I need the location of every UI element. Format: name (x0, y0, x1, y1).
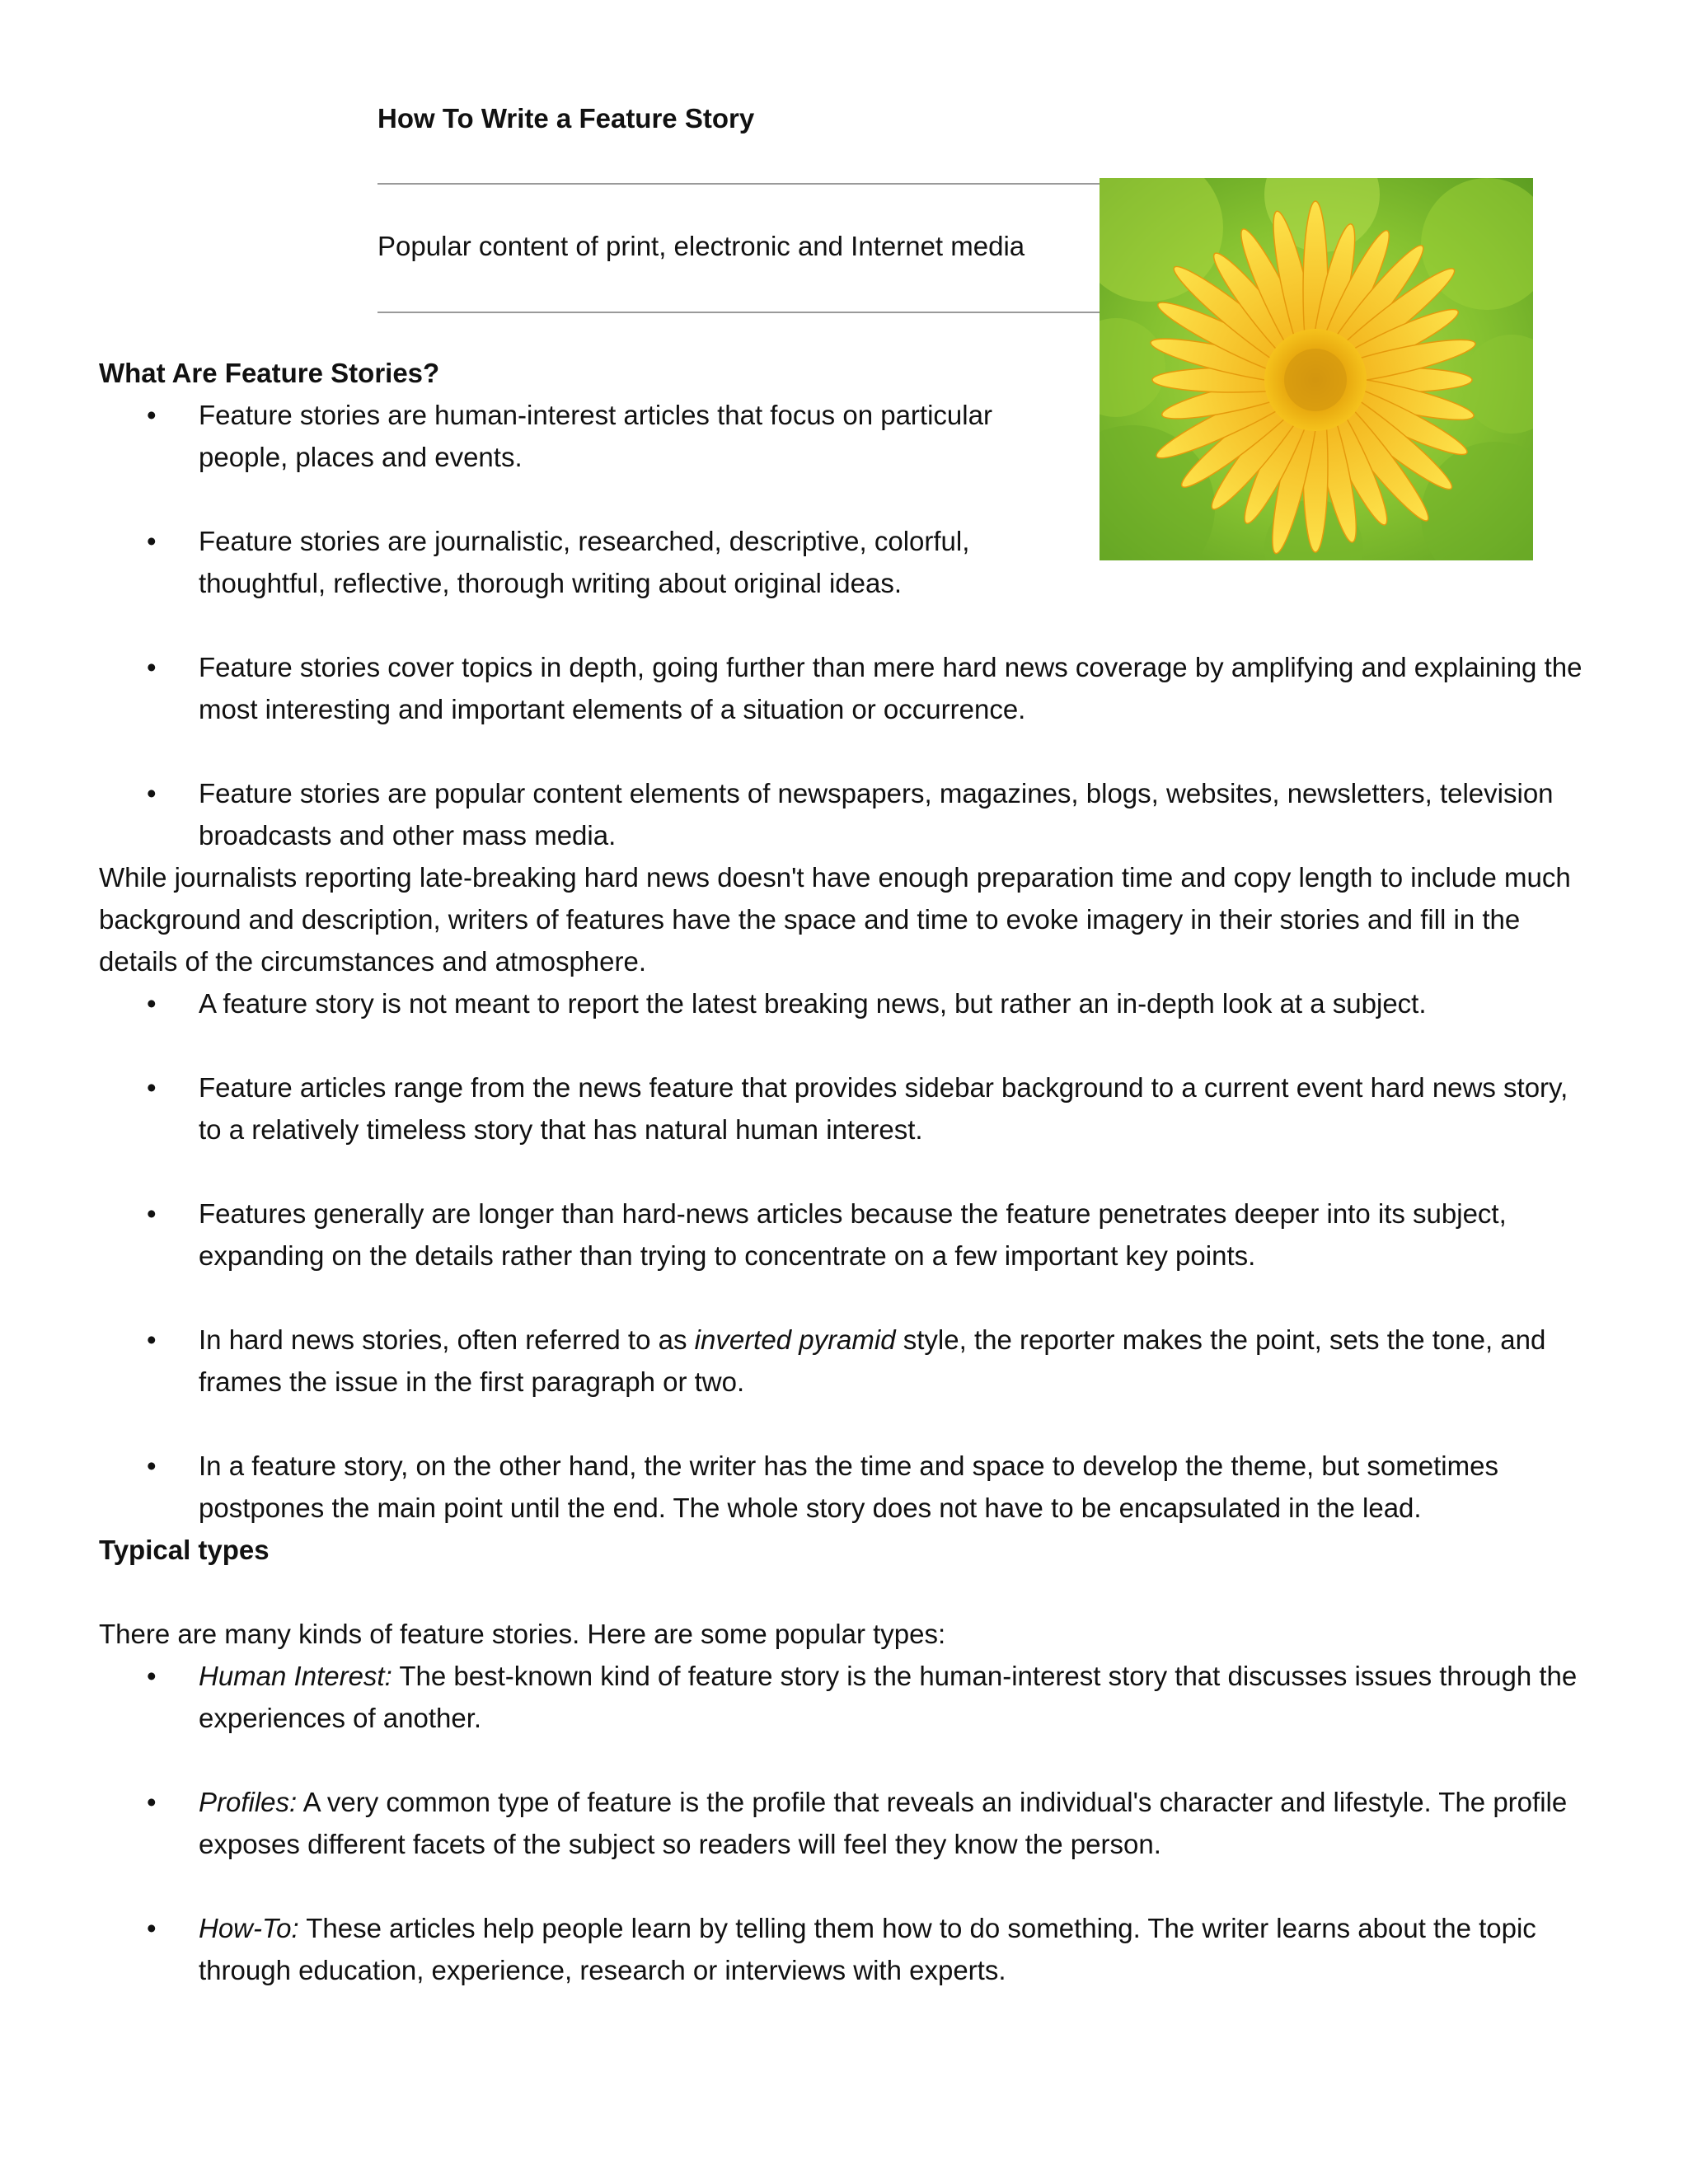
list-item: • Features generally are longer than hard-news articles because the feature penetrates deeper into its subject, expanding on the details rather than trying to concentrate on a few important key points. (99, 1193, 1582, 1277)
bullet-glyph: • (147, 1787, 157, 1817)
feature-types-list (99, 1655, 1582, 1991)
title-rule-top (377, 183, 1100, 185)
list-item: • In a feature story, on the other hand, the writer has the time and space to develop the theme, but sometimes postpones the main point until the end. The whole story does not have to be encapsulated in the lead. (99, 1445, 1582, 1529)
list-item: • Feature stories are human-interest articles that focus on particular people, places and events. (99, 394, 1582, 478)
feature-definition-list (99, 394, 1582, 856)
inverted-pyramid-term: inverted pyramid (694, 1324, 896, 1355)
body-paragraph: While journalists reporting late-breaking hard news doesn't have enough preparation time and copy length to include much background and description, writers of features have the space and time to evoke imagery in their stories and fill in the details of the circumstances and atmosphere. (99, 862, 1571, 977)
bullet-glyph: • (147, 1072, 157, 1103)
bullet-glyph: • (147, 652, 157, 682)
list-item: • Feature articles range from the news feature that provides sidebar background to a current event hard news story, to a relatively timeless story that has natural human interest. (99, 1066, 1582, 1151)
bullet-glyph: • (147, 1198, 157, 1229)
type-label: Profiles: (199, 1787, 298, 1817)
section-heading-typical-types: Typical types (99, 1535, 270, 1565)
feature-characteristics-list (99, 982, 1582, 1529)
list-item: • Feature stories are popular content elements of newspapers, magazines, blogs, websites, newsletters, television broadcasts and other mass media. (99, 772, 1582, 856)
list-item: • Feature stories cover topics in depth, going further than mere hard news coverage by amplifying and explaining the most interesting and important elements of a situation or occurrence. (99, 646, 1582, 730)
bullet-glyph: • (147, 988, 157, 1019)
bullet-glyph: • (147, 1661, 157, 1691)
list-item: • How-To: These articles help people learn by telling them how to do something. The writer learns about the topic through education, experience, research or interviews with experts. (99, 1907, 1582, 1991)
bullet-glyph: • (147, 400, 157, 430)
bullet-glyph: • (147, 778, 157, 808)
document-body (99, 352, 1582, 1991)
list-item: • Profiles: A very common type of feature is the profile that reveals an individual's character and lifestyle. The profile exposes different facets of the subject so readers will feel they know the person. (99, 1781, 1582, 1865)
bullet-glyph: • (147, 1913, 157, 1943)
section-heading-what-are: What Are Feature Stories? (99, 358, 440, 388)
document-subtitle: Popular content of print, electronic and Internet media (377, 231, 1025, 261)
list-item: • In hard news stories, often referred to as inverted pyramid style, the reporter makes the point, sets the tone, and frames the issue in the first paragraph or two. (99, 1319, 1582, 1403)
bullet-glyph: • (147, 1451, 157, 1481)
document-title: How To Write a Feature Story (377, 103, 755, 134)
list-item: • Human Interest: The best-known kind of feature story is the human-interest story that discusses issues through the experiences of another. (99, 1655, 1582, 1739)
type-label: How-To: (199, 1913, 299, 1943)
title-rule-bottom (377, 312, 1100, 313)
list-item: • A feature story is not meant to report the latest breaking news, but rather an in-depth look at a subject. (99, 982, 1582, 1024)
types-intro: There are many kinds of feature stories. Here are some popular types: (99, 1619, 946, 1649)
type-label: Human Interest: (199, 1661, 392, 1691)
bullet-glyph: • (147, 526, 157, 556)
bullet-glyph: • (147, 1324, 157, 1355)
list-item: • Feature stories are journalistic, researched, descriptive, colorful, thoughtful, reflective, thorough writing about original ideas. (99, 520, 1582, 604)
